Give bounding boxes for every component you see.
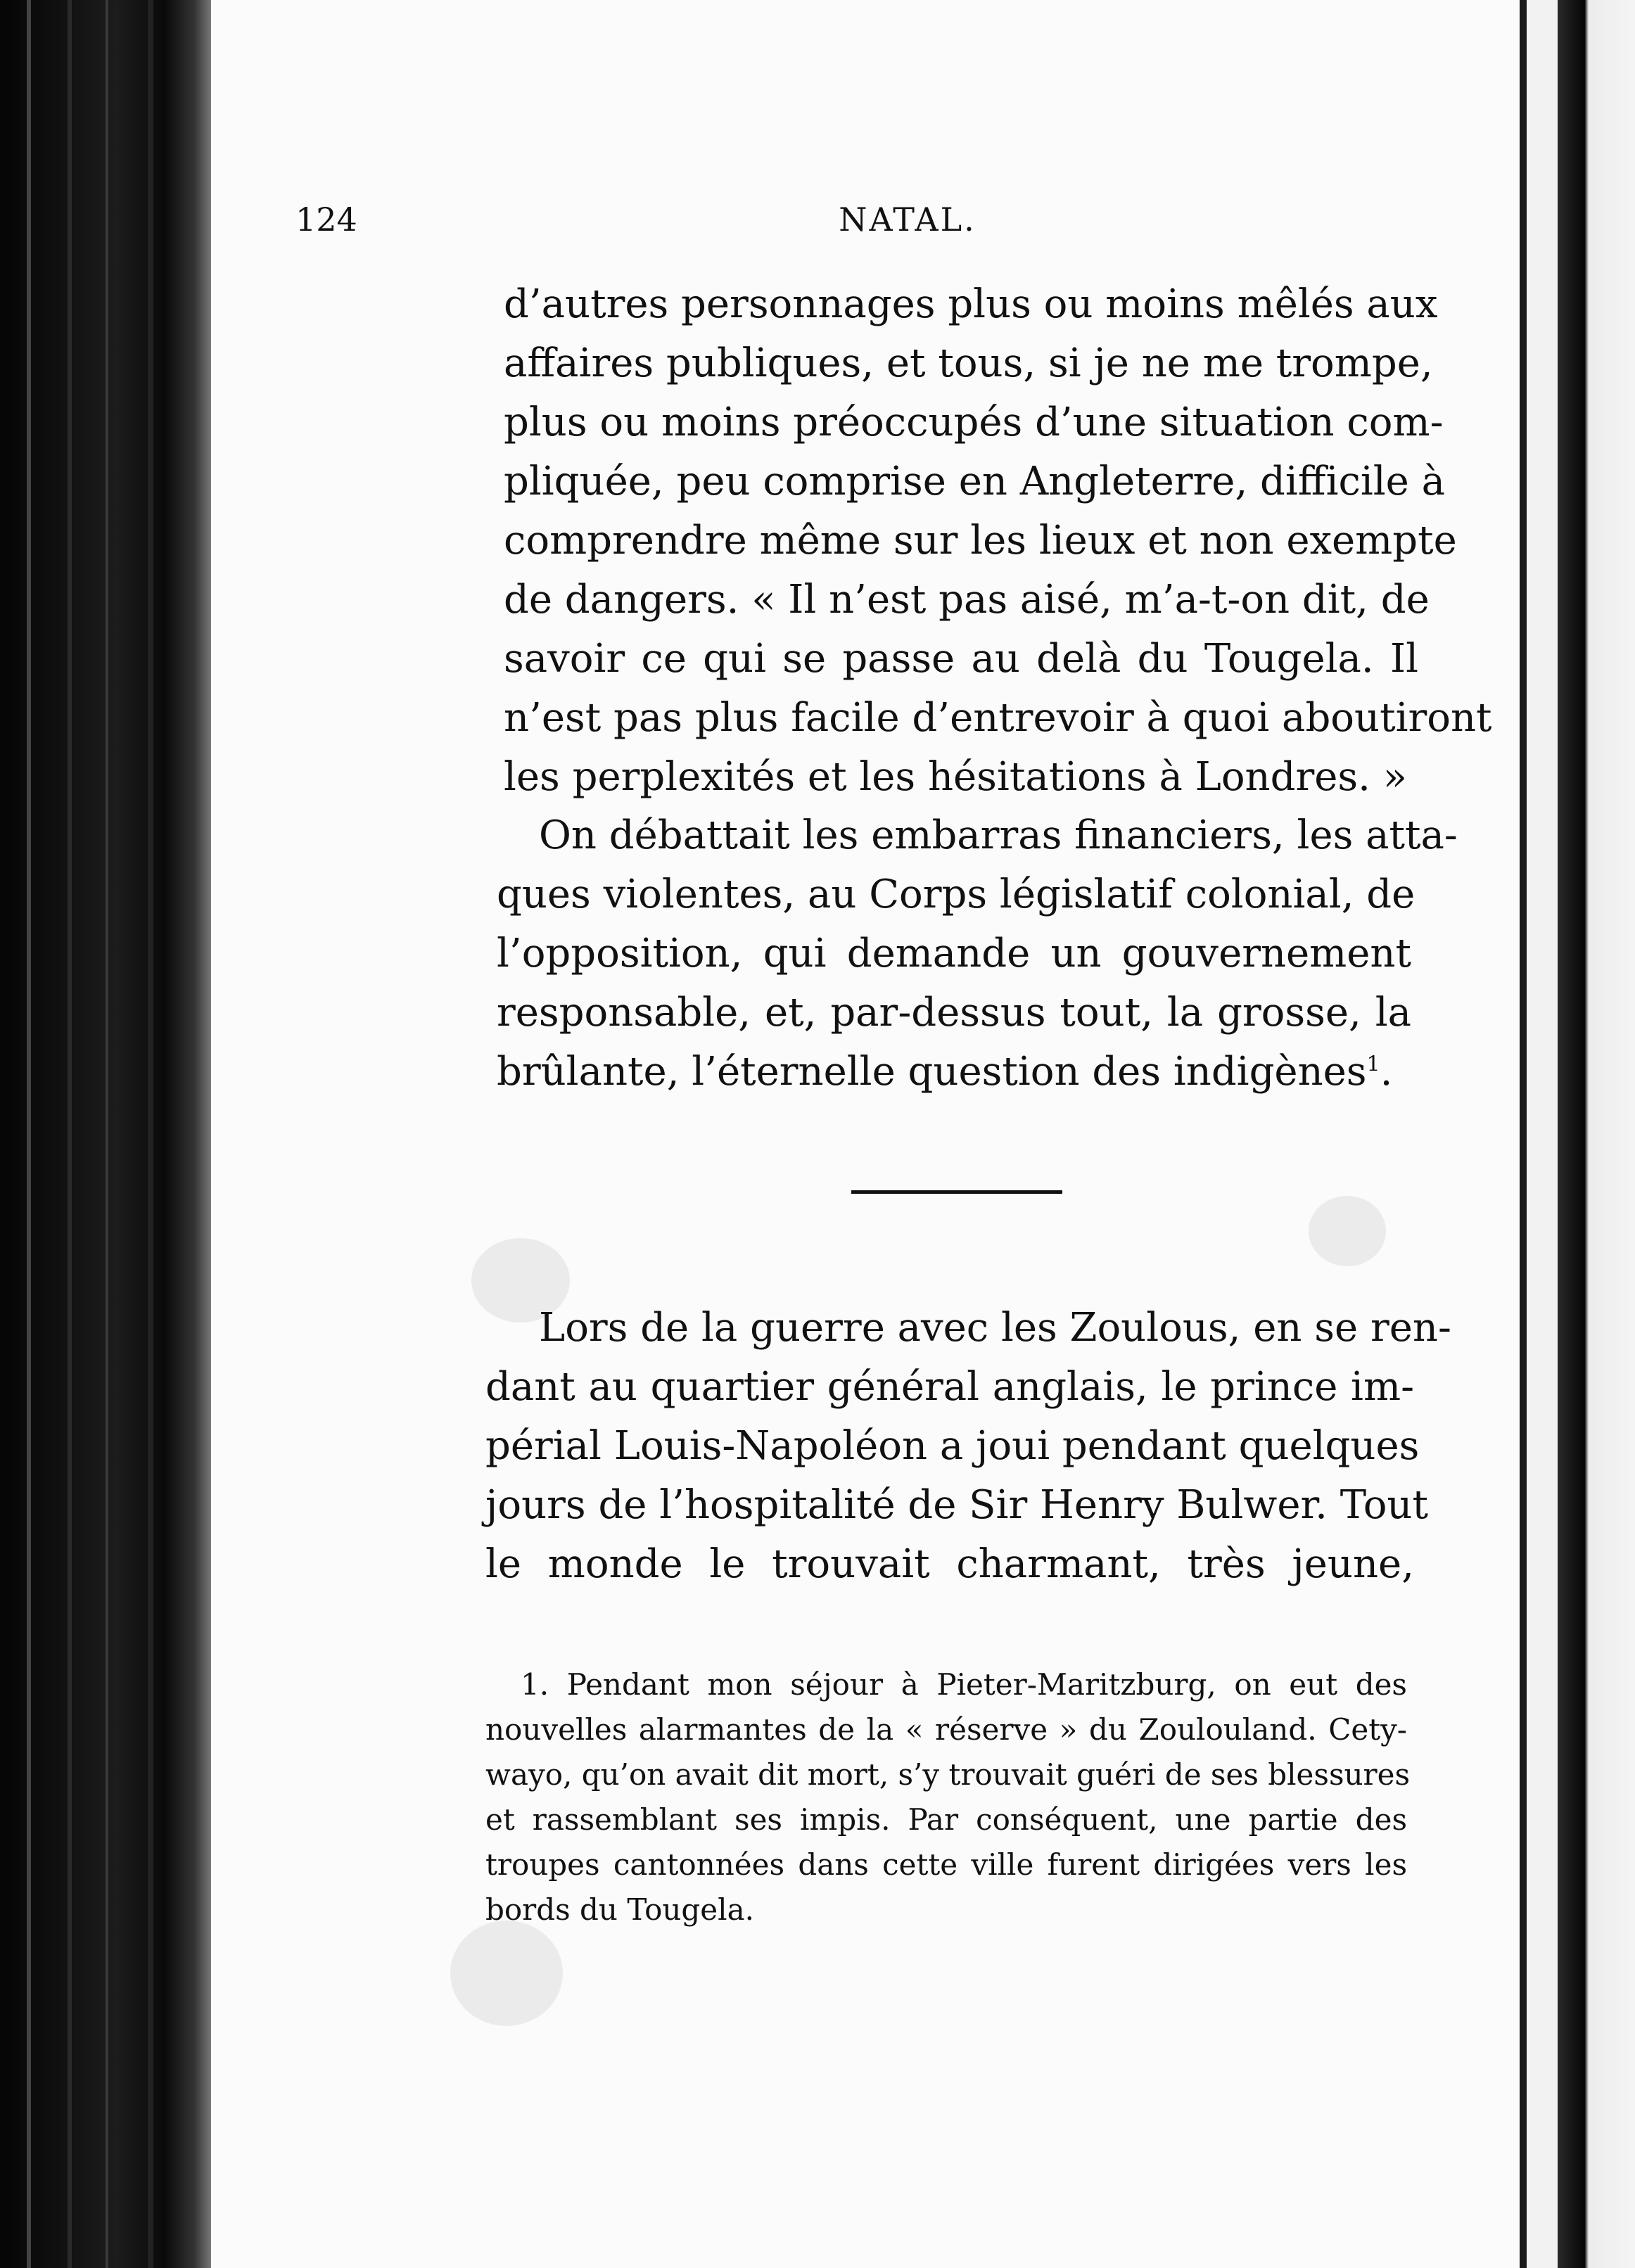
footnote-line: nouvelles alarmantes de la « réserve » du Zoulouland. Cety- bbox=[485, 1712, 1407, 1747]
page-number: 124 bbox=[295, 200, 357, 238]
footnote-line: bords du Tougela. bbox=[485, 1892, 754, 1927]
text-line: Lors de la guerre avec les Zoulous, en se ren- bbox=[539, 1305, 1451, 1351]
running-title: NATAL. bbox=[839, 200, 976, 238]
footnote-line: troupes cantonnées dans cette ville furent dirigées vers les bbox=[485, 1847, 1407, 1882]
footnote-line: 1. Pendant mon séjour à Pieter-Maritzburg, on eut des bbox=[521, 1667, 1407, 1702]
spine-edge-line bbox=[106, 0, 108, 2268]
book-spine bbox=[0, 0, 211, 2268]
text-line: responsable, et, par-dessus tout, la grosse, la bbox=[497, 990, 1411, 1036]
text-line: dant au quartier général anglais, le prince im- bbox=[485, 1364, 1414, 1410]
text-line: pliquée, peu comprise en Angleterre, difficile à bbox=[504, 459, 1446, 504]
text-line: savoir ce qui se passe au delà du Tougela. Il bbox=[504, 636, 1418, 682]
spine-edge-line bbox=[68, 0, 72, 2268]
text-line: n’est pas plus facile d’entrevoir à quoi aboutiront bbox=[504, 695, 1492, 741]
text-line: périal Louis-Napoléon a joui pendant quelques bbox=[485, 1423, 1420, 1469]
paper-stain bbox=[1309, 1196, 1386, 1266]
footnote-reference[interactable]: 1 bbox=[1366, 1052, 1380, 1077]
text-line bbox=[497, 1049, 1393, 1095]
footnote-line: wayo, qu’on avait dit mort, s’y trouvait guéri de ses blessures bbox=[485, 1757, 1411, 1792]
text-line: jours de l’hospitalité de Sir Henry Bulwer. Tout bbox=[485, 1482, 1428, 1528]
text-line: ques violentes, au Corps législatif colonial, de bbox=[497, 872, 1415, 917]
footnote-line: et rassemblant ses impis. Par conséquent, une partie des bbox=[485, 1802, 1407, 1837]
text-line-content: brûlante, l’éternelle question des indigènes bbox=[497, 1049, 1367, 1095]
text-line: affaires publiques, et tous, si je ne me trompe, bbox=[504, 340, 1433, 386]
text-line: d’autres personnages plus ou moins mêlés aux bbox=[504, 281, 1438, 327]
text-line: le monde le trouvait charmant, très jeune, bbox=[485, 1541, 1414, 1587]
spine-edge-line bbox=[148, 0, 153, 2268]
text-line: de dangers. « Il n’est pas aisé, m’a-t-on dit, de bbox=[504, 577, 1430, 623]
text-line: l’opposition, qui demande un gouvernement bbox=[497, 931, 1411, 976]
text-line: On débattait les embarras financiers, les atta- bbox=[539, 813, 1458, 858]
sentence-end: . bbox=[1380, 1049, 1393, 1095]
adjacent-page-edge bbox=[1558, 0, 1635, 2268]
paper-stain bbox=[450, 1920, 563, 2026]
text-line: les perplexités et les hésitations à Londres. » bbox=[504, 754, 1407, 800]
text-line: comprendre même sur les lieux et non exempte bbox=[504, 518, 1457, 563]
text-line: plus ou moins préoccupés d’une situation com- bbox=[504, 400, 1444, 445]
section-divider bbox=[851, 1190, 1062, 1194]
spine-edge-line bbox=[27, 0, 31, 2268]
